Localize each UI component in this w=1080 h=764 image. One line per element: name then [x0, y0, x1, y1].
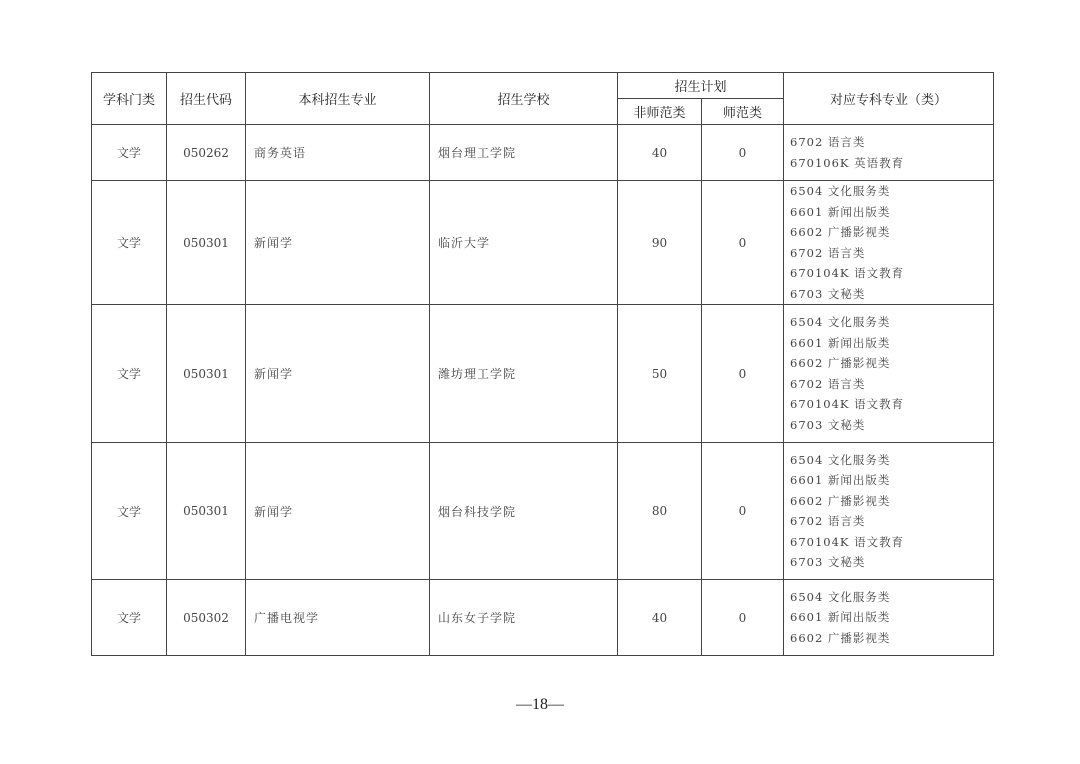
school-cell: 烟台科技学院: [430, 443, 618, 580]
header-related: 对应专科专业（类）: [784, 73, 994, 125]
related-majors-cell: [784, 443, 994, 580]
non-teacher-count: 50: [618, 305, 702, 443]
teacher-count: 0: [702, 125, 784, 181]
teacher-count: 0: [702, 443, 784, 580]
related-major-item: 6702 语言类: [790, 376, 866, 391]
related-major-item: 6602 广播影视类: [790, 356, 891, 370]
table-row: [92, 125, 994, 181]
major-cell: 商务英语: [246, 125, 430, 181]
code-cell: 050301: [167, 443, 246, 580]
category-cell: 文学: [92, 125, 167, 181]
related-major-item: 670104K 语文教育: [790, 266, 905, 280]
related-major-item: 6504 文化服务类: [790, 452, 891, 467]
related-major-item: 6702 语言类: [790, 135, 866, 149]
header-teacher: 师范类: [702, 99, 784, 125]
header-major: 本科招生专业: [246, 73, 430, 125]
related-majors-cell: [784, 181, 994, 305]
code-cell: 050301: [167, 181, 246, 305]
related-major-item: 6702 语言类: [790, 514, 866, 528]
page-number: —18—: [516, 696, 564, 713]
related-major-item: 670104K 语文教育: [790, 397, 905, 411]
school-cell: 临沂大学: [430, 181, 618, 305]
table-row: [92, 305, 994, 443]
enrollment-table: [91, 72, 994, 656]
school-cell: 山东女子学院: [430, 580, 618, 656]
related-major-item: 6504 文化服务类: [790, 184, 891, 198]
code-cell: 050262: [167, 125, 246, 181]
code-cell: 050302: [167, 580, 246, 656]
related-major-item: 6703 文秘类: [790, 417, 866, 432]
school-cell: 潍坊理工学院: [430, 305, 618, 443]
category-cell: 文学: [92, 305, 167, 443]
code-cell: 050301: [167, 305, 246, 443]
header-plan: 招生计划: [618, 73, 784, 99]
related-major-item: 6601 新闻出版类: [790, 335, 891, 350]
related-majors-cell: [784, 580, 994, 656]
related-major-item: 670106K 英语教育: [790, 155, 905, 170]
header-category: 学科门类: [92, 73, 167, 125]
table-row: [92, 181, 994, 305]
related-majors-cell: [784, 125, 994, 181]
teacher-count: 0: [702, 580, 784, 656]
teacher-count: 0: [702, 305, 784, 443]
related-major-item: 6504 文化服务类: [790, 315, 891, 329]
non-teacher-count: 90: [618, 181, 702, 305]
related-major-item: 6601 新闻出版类: [790, 204, 891, 219]
category-cell: 文学: [92, 580, 167, 656]
header-code: 招生代码: [167, 73, 246, 125]
related-major-item: 6504 文化服务类: [790, 589, 891, 604]
header-non-teacher: 非师范类: [618, 99, 702, 125]
related-major-item: 6703 文秘类: [790, 555, 866, 569]
major-cell: 新闻学: [246, 181, 430, 305]
related-major-item: 6601 新闻出版类: [790, 473, 891, 487]
non-teacher-count: 40: [618, 580, 702, 656]
related-major-item: 6703 文秘类: [790, 286, 866, 301]
related-major-item: 6601 新闻出版类: [790, 610, 891, 625]
category-cell: 文学: [92, 181, 167, 305]
non-teacher-count: 80: [618, 443, 702, 580]
major-cell: 新闻学: [246, 305, 430, 443]
major-cell: 新闻学: [246, 443, 430, 580]
related-major-item: 6602 广播影视类: [790, 493, 891, 508]
teacher-count: 0: [702, 181, 784, 305]
table-row: [92, 580, 994, 656]
related-majors-cell: [784, 305, 994, 443]
related-major-item: 6702 语言类: [790, 245, 866, 260]
related-major-item: 670104K 语文教育: [790, 534, 905, 549]
category-cell: 文学: [92, 443, 167, 580]
major-cell: 广播电视学: [246, 580, 430, 656]
related-major-item: 6602 广播影视类: [790, 630, 891, 645]
related-major-item: 6602 广播影视类: [790, 225, 891, 239]
table-row: [92, 443, 994, 580]
school-cell: 烟台理工学院: [430, 125, 618, 181]
non-teacher-count: 40: [618, 125, 702, 181]
header-school: 招生学校: [430, 73, 618, 125]
